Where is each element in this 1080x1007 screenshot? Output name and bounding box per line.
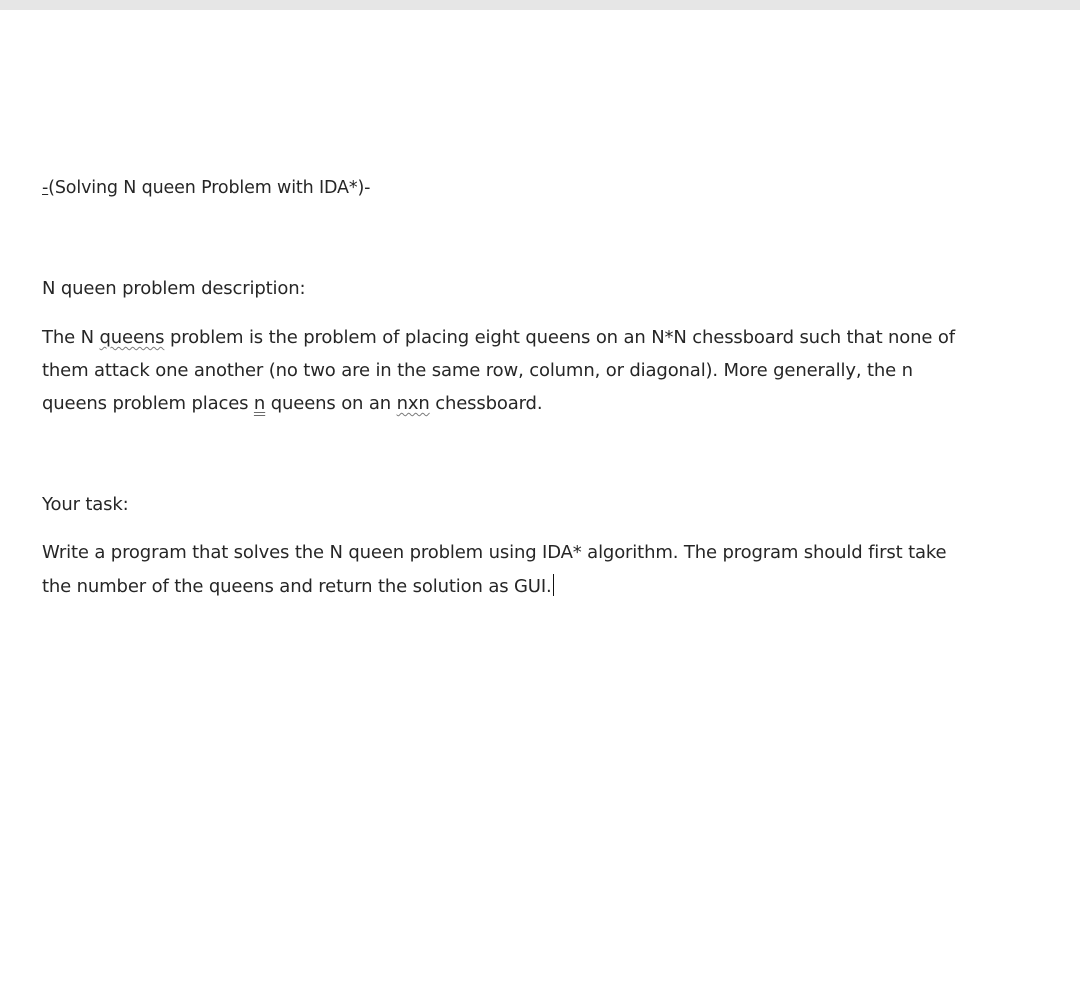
- text-run: the number of the queens and return the solution as GUI.: [42, 576, 552, 597]
- spellcheck-word: nxn: [396, 393, 430, 414]
- text-cursor: [553, 574, 554, 596]
- document-title: [42, 176, 370, 200]
- description-line-3: [42, 392, 542, 416]
- text-run: problem is the problem of placing eight queens on an N*N chessboard such that none of: [164, 327, 955, 348]
- title-text: (Solving N queen Problem with IDA*)-: [48, 178, 371, 198]
- task-line-1: Write a program that solves the N queen problem using IDA* algorithm. The program should first take: [42, 542, 947, 563]
- text-run: queens problem places: [42, 393, 254, 414]
- window-top-bar: [0, 0, 1080, 10]
- title-marker: -: [42, 178, 49, 198]
- text-run: chessboard.: [429, 393, 543, 414]
- description-line-1: [42, 326, 955, 350]
- document-page[interactable]: [0, 10, 1080, 1007]
- section-heading-task: Your task:: [42, 494, 129, 515]
- text-run: queens on an: [265, 393, 397, 414]
- spellcheck-word: queens: [99, 327, 165, 348]
- task-line-2: [42, 574, 554, 599]
- section-heading-description: N queen problem description:: [42, 278, 306, 299]
- text-run: The N: [42, 327, 100, 348]
- description-line-2: them attack one another (no two are in the same row, column, or diagonal). More generally, the n: [42, 360, 913, 381]
- grammar-flag-word: n: [253, 393, 266, 414]
